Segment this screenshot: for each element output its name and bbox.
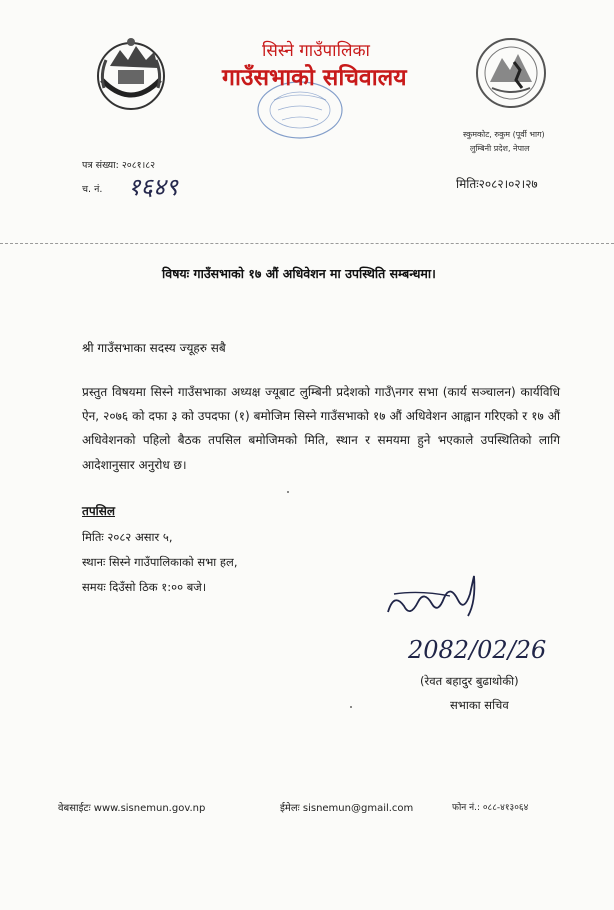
tapsil-venue: स्थानः सिस्ने गाउँपालिकाको सभा हल, <box>82 555 238 569</box>
municipality-logo-icon <box>474 36 548 110</box>
address-line-2: लुम्बिनी प्रदेश, नेपाल <box>470 144 530 153</box>
salutation: श्री गाउँसभाका सदस्य ज्यूहरु सबै <box>82 341 226 355</box>
footer-website: वेबसाईटः www.sisnemun.gov.np <box>58 803 206 814</box>
tapsil-time: समयः दिउँसो ठिक १:०० बजे। <box>82 580 207 594</box>
signatory-name: (रेवत बहादुर बुढाथोकी) <box>420 674 519 688</box>
body-paragraph: प्रस्तुत विषयमा सिस्ने गाउँसभाका अध्यक्ष ज्यूबाट लुम्बिनी प्रदेशको गाउँ\नगर सभा (कार्य सञ्चालन) कार्यविधि ऐन, २०७६ को दफा ३ को उपदफा (१) बमोजिम सिस्ने गाउँसभाको १७ औं अधिवेशन आह्वान गरिएको र १७ औं अधिवेशनको पहिलो बैठक तपसिल बमोजिमको मिति, स्थान र समयमा हुने भएकाले उपस्थितिको लागि आदेशानुसार अनुरोध छ। <box>82 385 560 472</box>
office-title: गाउँसभाको सचिवालय <box>222 65 407 91</box>
tapsil-date: मितिः २०८२ असार ५, <box>82 530 173 544</box>
subject-line: विषयः गाउँसभाको १७ औं अधिवेशन मा उपस्थिति सम्बन्धमा। <box>162 266 436 281</box>
chalani-label: च. नं. <box>82 184 103 195</box>
chalani-number: १६४९ <box>128 173 178 201</box>
patra-sankhya: पत्र संख्या: २०८१।८२ <box>82 160 156 171</box>
speck <box>350 706 352 708</box>
office-name: सिस्ने गाउँपालिका <box>262 41 370 61</box>
address-line-1: स्कुमकोट, रुकुम (पूर्वी भाग) <box>463 130 545 139</box>
nepal-emblem-icon <box>92 36 170 114</box>
tapsil-heading: तपसिल <box>82 504 116 518</box>
signature <box>380 572 560 668</box>
divider <box>0 243 614 244</box>
footer-phone: फोन नं.: ०८८-४१३०६४ <box>452 803 529 813</box>
signatory-title: सभाका सचिव <box>450 698 509 712</box>
speck <box>287 491 289 493</box>
letter-date: मितिः२०८२।०२।२७ <box>456 177 538 191</box>
footer-email: ईमेलः sisnemun@gmail.com <box>280 803 414 814</box>
signature-date: 2082/02/26 <box>408 636 547 664</box>
